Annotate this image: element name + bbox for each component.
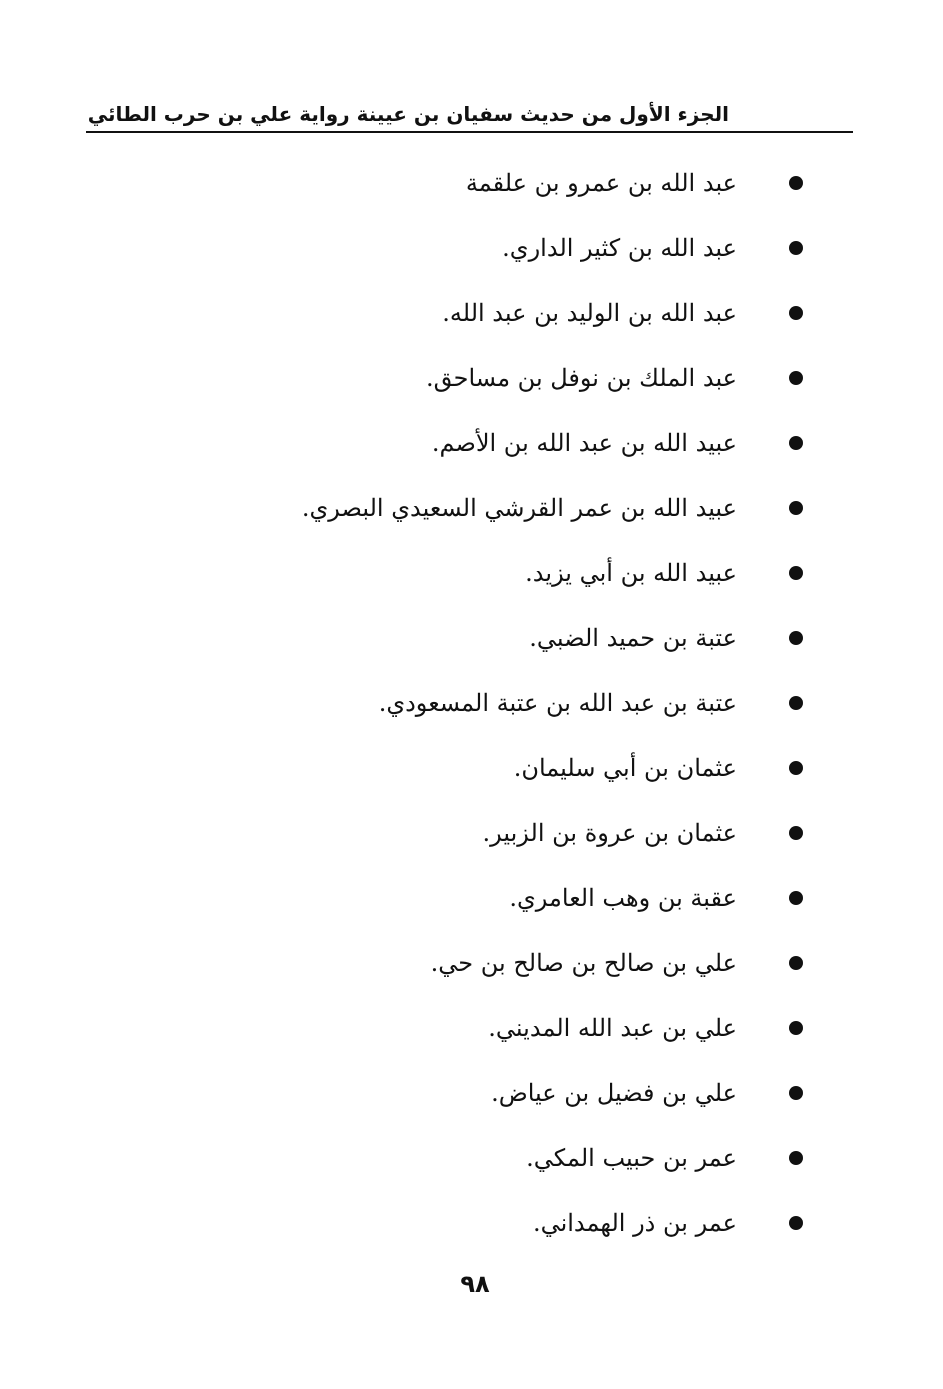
bullet-icon xyxy=(789,1216,803,1230)
list-item xyxy=(163,930,803,995)
list-item-text: عثمان بن عروة بن الزبير. xyxy=(482,818,737,847)
bullet-icon xyxy=(789,501,803,515)
list-item-text: عبد الله بن عمرو بن علقمة xyxy=(465,168,737,197)
list-item-text: عمر بن حبيب المكي. xyxy=(526,1143,737,1172)
list-item xyxy=(163,410,803,475)
list-item xyxy=(163,345,803,410)
list-item-text: عبد الله بن كثير الداري. xyxy=(502,233,737,262)
bullet-icon xyxy=(789,371,803,385)
list-item xyxy=(163,1060,803,1125)
bullet-icon xyxy=(789,1151,803,1165)
list-item xyxy=(163,475,803,540)
list-item xyxy=(163,605,803,670)
list-item xyxy=(163,735,803,800)
list-item xyxy=(163,865,803,930)
list-item xyxy=(163,540,803,605)
bullet-icon xyxy=(789,761,803,775)
list-item-text: علي بن فضيل بن عياض. xyxy=(491,1078,737,1107)
bullet-icon xyxy=(789,891,803,905)
list-item xyxy=(163,995,803,1060)
list-item-text: عبيد الله بن أبي يزيد. xyxy=(525,558,737,587)
narrator-list xyxy=(163,150,803,1255)
list-item-text: علي بن عبد الله المديني. xyxy=(488,1013,737,1042)
list-item-text: عبد الله بن الوليد بن عبد الله. xyxy=(442,298,737,327)
list-item xyxy=(163,280,803,345)
bullet-icon xyxy=(789,826,803,840)
list-item-text: عبيد الله بن عمر القرشي السعيدي البصري. xyxy=(301,493,737,522)
list-item-text: عبد الملك بن نوفل بن مساحق. xyxy=(425,363,737,392)
list-item-text: عقبة بن وهب العامري. xyxy=(509,883,737,912)
list-item-text: علي بن صالح بن صالح بن حي. xyxy=(430,948,737,977)
bullet-icon xyxy=(789,956,803,970)
bullet-icon xyxy=(789,1086,803,1100)
bullet-icon xyxy=(789,631,803,645)
page-number: ٩٨ xyxy=(460,1270,490,1298)
bullet-icon xyxy=(789,696,803,710)
bullet-icon xyxy=(789,176,803,190)
list-item-text: عتبة بن عبد الله بن عتبة المسعودي. xyxy=(378,688,737,717)
running-header: الجزء الأول من حديث سفيان بن عيينة رواية علي بن حرب الطائي xyxy=(87,102,729,126)
list-item-text: عثمان بن أبي سليمان. xyxy=(513,753,737,782)
list-item-text: عتبة بن حميد الضبي. xyxy=(529,623,737,652)
bullet-icon xyxy=(789,436,803,450)
list-item xyxy=(163,150,803,215)
list-item xyxy=(163,670,803,735)
list-item xyxy=(163,1190,803,1255)
list-item xyxy=(163,215,803,280)
bullet-icon xyxy=(789,1021,803,1035)
header-divider xyxy=(86,131,853,133)
list-item-text: عبيد الله بن عبد الله بن الأصم. xyxy=(431,428,737,457)
bullet-icon xyxy=(789,306,803,320)
list-item xyxy=(163,800,803,865)
list-item-text: عمر بن ذر الهمداني. xyxy=(532,1208,737,1237)
bullet-icon xyxy=(789,566,803,580)
list-item xyxy=(163,1125,803,1190)
bullet-icon xyxy=(789,241,803,255)
